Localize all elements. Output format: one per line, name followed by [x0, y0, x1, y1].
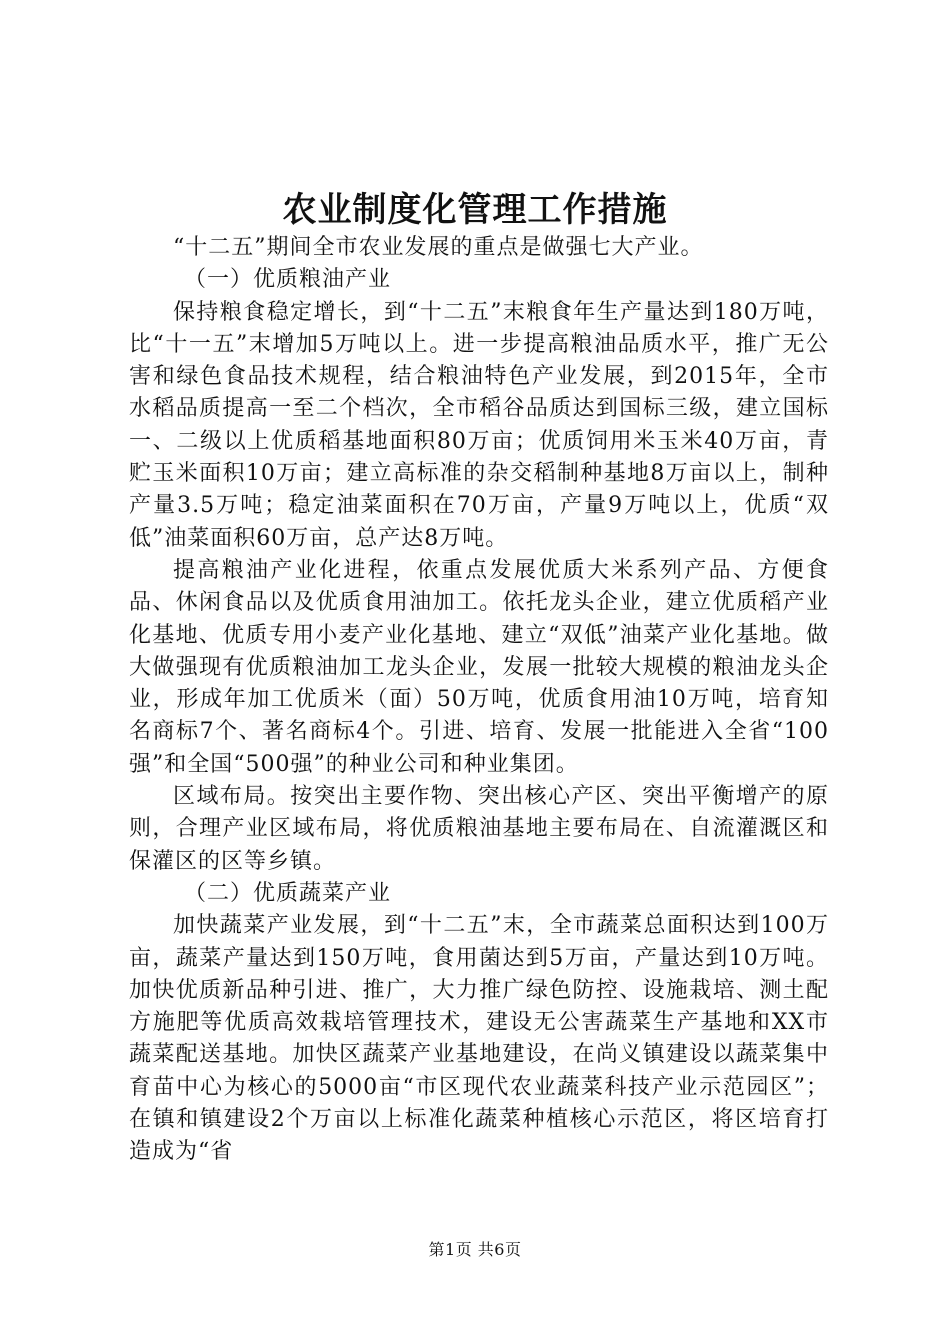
intro-paragraph: “十二五”期间全市农业发展的重点是做强七大产业。 [173, 235, 704, 260]
section-heading-vegetables: （二）优质蔬菜产业 [184, 880, 392, 906]
grain-production-paragraph: 保持粮食稳定增长，到“十二五”末粮食年生产量达到180万吨，比“十一五”末增加5万吨以上。进一步提高粮油品质水平，推广无公害和绿色食品技术规程，结合粮油特色产业发展，到2015年，全市水稻品质提高一至二个档次，全市稻谷品质达到国标三级，建立国标一、二级以上优质稻基地面积80万亩；优质饲用米玉米40万亩，青贮玉米面积10万亩；建立高标准的杂交稻制种基地8万亩以上，制种产量3.5万吨；稳定油菜面积在70万亩，产量9万吨以上，优质“双低”油菜面积60万亩，总产达8万吨。 [129, 299, 829, 551]
document-title: 农业制度化管理工作措施 [282, 190, 668, 230]
regional-layout-paragraph: 区域布局。按突出主要作物、突出核心产区、突出平衡增产的原则，合理产业区域布局，将优质粮油基地主要布局在、自流灌溉区和保灌区的区等乡镇。 [129, 784, 829, 874]
page-number-footer: 第1页 共6页 [428, 1240, 522, 1259]
vegetable-development-paragraph: 加快蔬菜产业发展，到“十二五”末，全市蔬菜总面积达到100万亩，蔬菜产量达到150万吨，食用菌达到5万亩，产量达到10万吨。加快优质新品种引进、推广，大力推广绿色防控、设施栽培、测土配方施肥等优质高效栽培管理技术，建设无公害蔬菜生产基地和XX市蔬菜配送基地。加快区蔬菜产业基地建设，在尚义镇建设以蔬菜集中育苗中心为核心的5000亩“市区现代农业蔬菜科技产业示范园区”；在镇和镇建设2个万亩以上标准化蔬菜种植核心示范区，将区培育打造成为“省 [129, 913, 829, 1165]
document-body [129, 232, 829, 1169]
section-heading-grain-oil: （一）优质粮油产业 [184, 267, 392, 293]
grain-industrialization-paragraph: 提高粮油产业化进程，依重点发展优质大米系列产品、方便食品、休闲食品以及优质食用油加工。依托龙头企业，建立优质稻产业化基地、优质专用小麦产业化基地、建立“双低”油菜产业化基地。做大做强现有优质粮油加工龙头企业，发展一批较大规模的粮油龙头企业，形成年加工优质米（面）50万吨，优质食用油10万吨，培育知名商标7个、著名商标4个。引进、培育、发展一批能进入全省“100强”和全国“500强”的种业公司和种业集团。 [129, 557, 829, 777]
